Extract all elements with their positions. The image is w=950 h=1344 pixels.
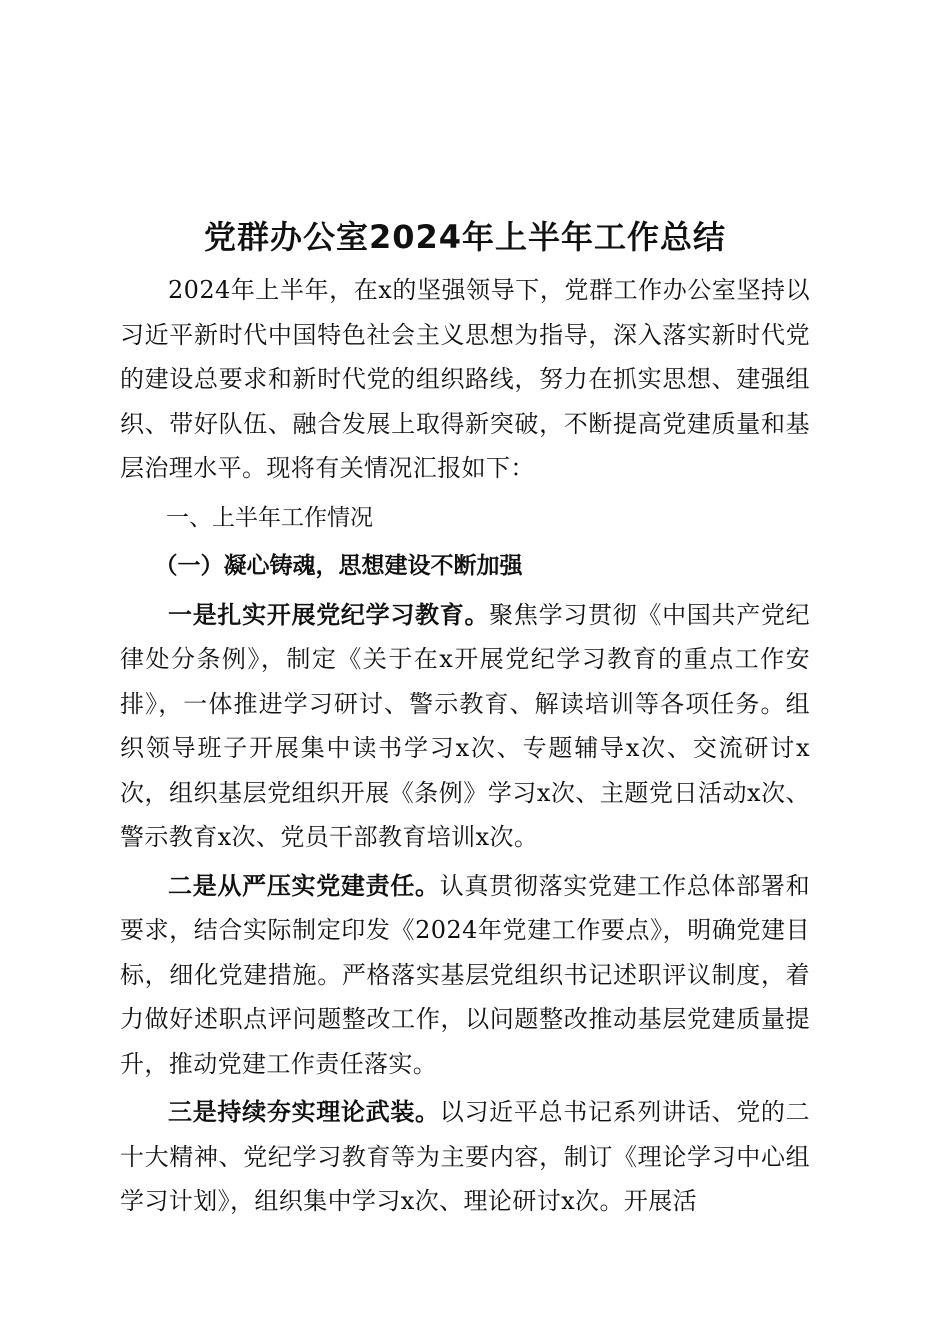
work-item-paragraph xyxy=(120,864,810,1087)
intro-paragraph: 2024年上半年，在x的坚强领导下，党群工作办公室坚持以习近平新时代中国特色社会主义思想为指导，深入落实新时代党的建设总要求和新时代党的组织路线，努力在抓实思想、建强组织、带好队伍、融合发展上取得新突破，不断提高党建质量和基层治理水平。现将有关情况汇报如下： xyxy=(120,276,810,482)
document-title: 党群办公室2024年上半年工作总结 xyxy=(203,218,727,256)
work-item-lead: 二是从严压实党建责任。 xyxy=(168,871,440,900)
work-item-body: 聚焦学习贯彻《中国共产党纪律处分条例》，制定《关于在x开展党纪学习教育的重点工作安排》，一体推进学习研讨、警示教育、解读培训等各项任务。组织领导班子开展集中读书学习x次、专题辅导x次、交流研讨x次，组织基层党组织开展《条例》学习x次、主题党日活动x次、警示教育x次、党员干部教育培训x次。 xyxy=(120,600,811,851)
work-item-lead: 三是持续夯实理论武装。 xyxy=(168,1098,440,1126)
work-item-body: 以习近平总书记系列讲话、党的二十大精神、党纪学习教育等为主要内容，制订《理论学习中心组学习计划》，组织集中学习x次、理论研讨x次。开展活 xyxy=(120,1098,811,1215)
work-item-body: 认真贯彻落实党建工作总体部署和要求，结合实际制定印发《2024年党建工作要点》，明确党建目标，细化党建措施。严格落实基层党组织书记述职评议制度，着力做好述职点评问题整改工作，以问题整改推动基层党建质量提升，推动党建工作责任落实。 xyxy=(120,871,811,1078)
document-body xyxy=(120,212,810,1224)
work-item-paragraph xyxy=(120,1090,810,1224)
work-item-paragraph xyxy=(120,593,810,860)
subsection-heading: （一）凝心铸魂，思想建设不断加强 xyxy=(154,552,523,579)
section-heading: 一、上半年工作情况 xyxy=(166,504,373,531)
work-item-lead: 一是扎实开展党纪学习教育。 xyxy=(168,600,490,629)
